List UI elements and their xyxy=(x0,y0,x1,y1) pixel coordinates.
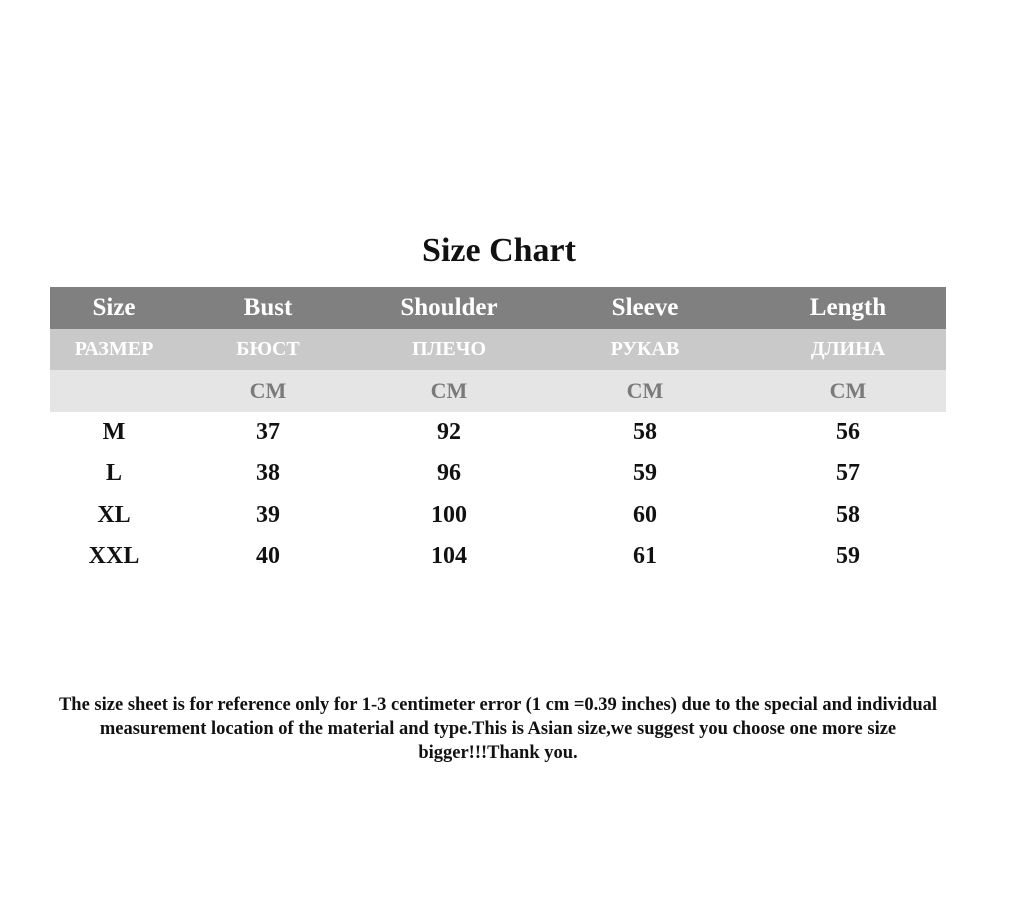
table-header-ru-row xyxy=(50,329,946,371)
page-title: Size Chart xyxy=(422,232,576,269)
cell-sleeve: 58 xyxy=(633,418,657,445)
cell-bust: 39 xyxy=(256,501,280,528)
unit-sleeve: CM xyxy=(626,377,664,403)
cell-shoulder: 92 xyxy=(437,418,461,445)
header-shoulder: Shoulder xyxy=(400,293,498,321)
unit-size xyxy=(50,370,178,412)
table-row xyxy=(50,495,946,537)
cell-length: 59 xyxy=(836,543,860,570)
header-size: Size xyxy=(92,293,136,321)
cell-size: XL xyxy=(97,501,131,528)
table-row xyxy=(50,536,946,578)
cell-bust: 37 xyxy=(256,418,280,445)
size-disclaimer-note: The size sheet is for reference only for 1-3 centimeter error (1 cm =0.39 inches) due to the special and individual measurement location of the material and type.This is Asian size,we suggest you choose one more size bigger!!!Thank you. xyxy=(58,695,938,763)
table-row xyxy=(50,453,946,495)
cell-size: XXL xyxy=(88,543,140,570)
cell-size: L xyxy=(105,460,122,487)
header-sleeve: Sleeve xyxy=(611,293,679,321)
cell-bust: 38 xyxy=(256,460,280,487)
table-row xyxy=(50,412,946,454)
header-ru-size: РАЗМЕР xyxy=(74,337,154,360)
header-bust: Bust xyxy=(243,293,293,321)
header-ru-bust: БЮСТ xyxy=(236,337,300,360)
header-ru-sleeve: РУКАВ xyxy=(610,337,680,360)
cell-bust: 40 xyxy=(256,543,280,570)
cell-sleeve: 59 xyxy=(633,460,657,487)
cell-length: 57 xyxy=(836,460,860,487)
header-length: Length xyxy=(809,293,887,321)
unit-bust: CM xyxy=(249,377,287,403)
cell-length: 56 xyxy=(836,418,860,445)
cell-size: M xyxy=(102,418,126,445)
unit-length: CM xyxy=(829,377,867,403)
unit-shoulder: CM xyxy=(430,377,468,403)
header-ru-shoulder: ПЛЕЧО xyxy=(411,337,487,360)
cell-shoulder: 96 xyxy=(437,460,461,487)
table-unit-row xyxy=(50,370,946,412)
size-table xyxy=(50,287,946,578)
cell-shoulder: 100 xyxy=(431,501,467,528)
header-ru-length: ДЛИНА xyxy=(810,337,886,360)
cell-sleeve: 60 xyxy=(633,501,657,528)
cell-sleeve: 61 xyxy=(633,543,657,570)
table-header-row xyxy=(50,287,946,329)
cell-shoulder: 104 xyxy=(431,543,467,570)
cell-length: 58 xyxy=(836,501,860,528)
